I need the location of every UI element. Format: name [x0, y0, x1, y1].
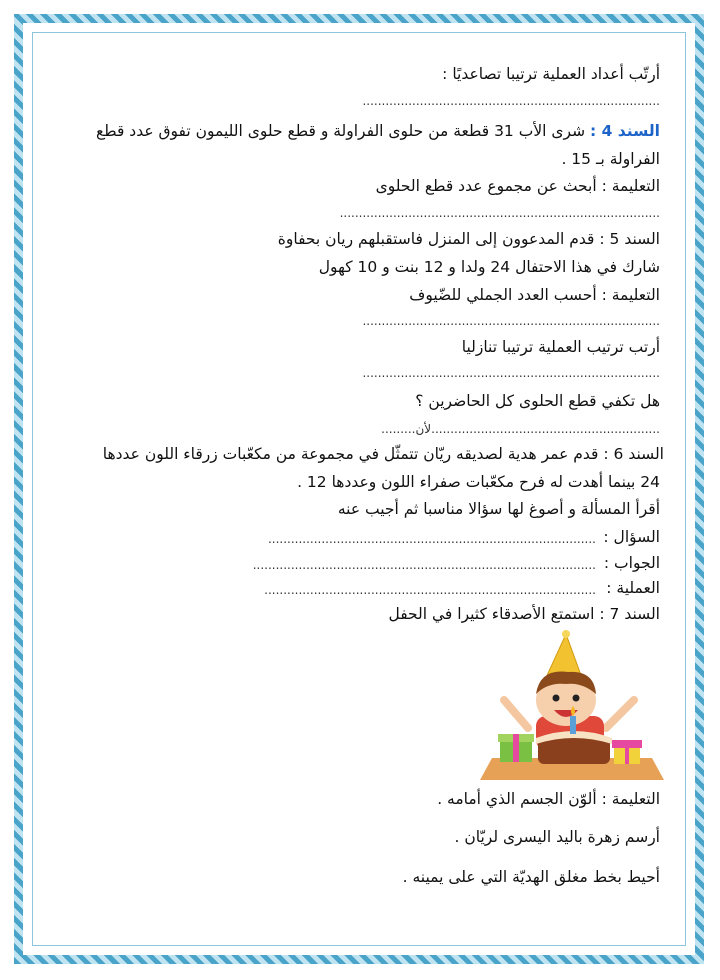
answer-dots: .............................................................................. [362, 94, 660, 108]
sanad5-line: السند 5 : قدم المدعوون إلى المنزل فاستقبلهم ريان بحفاوة [277, 230, 660, 248]
sanad6-continuation: 24 بينما أهدت له فرح مكعّبات صفراء اللون وعددها 12 . [297, 473, 660, 491]
instruction-descending: أرتب ترتيب العملية ترتيبا تنازليا [461, 338, 660, 356]
sanad4-label: السند 4 : [590, 122, 660, 140]
instruction-ascending: أرتّب أعداد العملية ترتيبا تصاعديًا : [442, 65, 660, 83]
answer-dots: .......................................................................................... [252, 558, 596, 572]
question-enough-sweets: هل تكفي قطع الحلوى كل الحاضرين ؟ [415, 392, 660, 410]
sanad4-continuation: الفراولة بـ 15 . [561, 150, 660, 168]
operation-label: العملية : [606, 579, 660, 597]
sanad7-line: السند 7 : استمتع الأصدقاء كثيرا في الحفل [388, 605, 660, 623]
instruction-read-problem: أقرأ المسألة و أصوغ لها سؤالا مناسبا ثم أجيب عنه [337, 500, 660, 518]
answer-label: الجواب : [603, 554, 660, 572]
gift-right-ribbon [625, 740, 629, 764]
because-dots: ............................................................لأن......... [381, 422, 660, 436]
operation-dots: ....................................................................................... [264, 583, 596, 597]
answer-dots: .............................................................................. [362, 314, 660, 328]
instruction-color: التعليمة : ألوّن الجسم الذي أمامه . [437, 790, 660, 808]
candle [570, 716, 576, 734]
sanad4-text: شرى الأب 31 قطعة من حلوى الفراولة و قطع حلوى الليمون تفوق عدد قطع [96, 122, 590, 140]
sanad4-line [96, 122, 660, 140]
question-dots: ...................................................................................... [267, 532, 596, 546]
eye-left [553, 695, 560, 702]
question-label: السؤال : [603, 528, 660, 546]
instruction-circle-gift: أحيط بخط مغلق الهديّة التي على يمينه . [402, 868, 660, 886]
answer-dots: .................................................................................... [339, 206, 660, 220]
answer-dots: .............................................................................. [362, 366, 660, 380]
hat-pompom [562, 630, 570, 638]
sanad6-line: السند 6 : قدم عمر هدية لصديقه ريّان تتمثّل في مجموعة من مكعّبات زرقاء اللون عددها [102, 445, 664, 463]
instruction-draw-flower: أرسم زهرة باليد اليسرى لريّان . [454, 828, 660, 846]
sanad5-participants: شارك في هذا الاحتفال 24 ولدا و 12 بنت و 10 كهول [318, 258, 660, 276]
right-arm [606, 700, 634, 728]
left-arm [504, 700, 528, 728]
gift-left-ribbon [513, 734, 519, 762]
eye-right [573, 695, 580, 702]
instruction-sum: التعليمة : أبحث عن مجموع عدد قطع الحلوى [375, 177, 660, 195]
instruction-total-guests: التعليمة : أحسب العدد الجملي للضّيوف [409, 286, 660, 304]
birthday-boy-illustration [478, 628, 666, 784]
